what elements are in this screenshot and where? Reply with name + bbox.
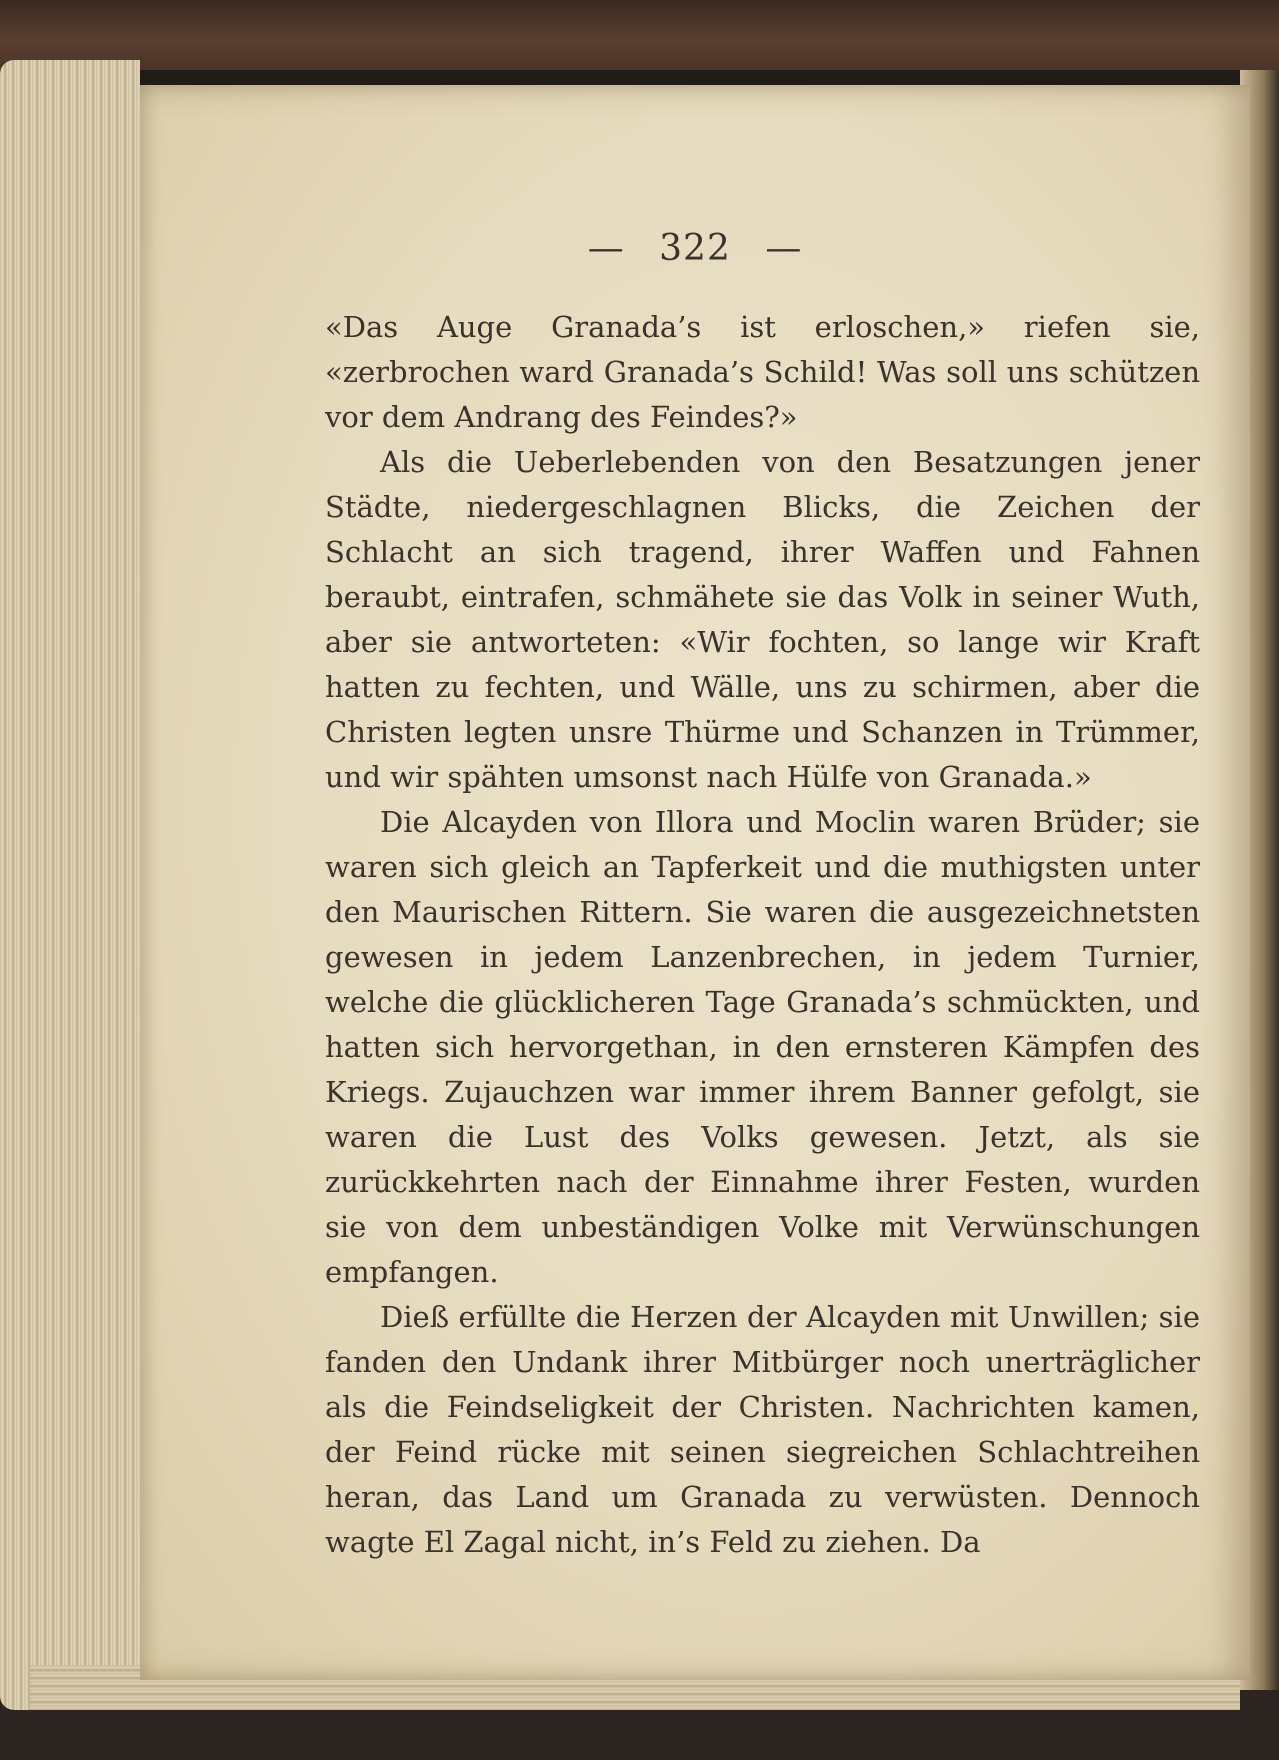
page-number: 322 [659,228,731,269]
paragraph: Dieß erfüllte die Herzen der Alcayden mit Unwillen; sie fanden den Undank ihrer Mitbürger noch unerträglicher als die Feindseligkeit der Christen. Nachrichten kamen, der Feind rücke mit seinen siegreichen Schlachtreihen heran, das Land um Granada zu verwüsten. Dennoch wagte El Zagal nicht, in’s Feld zu ziehen. Da [325,1300,1200,1559]
paragraph: Als die Ueberlebenden von den Besatzungen jener Städte, niedergeschlagnen Blicks, die Zeichen der Schlacht an sich tragend, ihrer Waffen und Fahnen beraubt, eintrafen, schmähete sie das Volk in seiner Wuth, aber sie antworteten: «Wir fochten, so lange wir Kraft hatten zu fechten, und Wälle, uns zu schirmen, aber die Christen legten unsre Thürme und Schanzen in Trümmer, und wir spähten umsonst nach Hülfe von Granada.» [325,445,1200,794]
header-dash-right: — [765,228,803,269]
paragraph: Die Alcayden von Illora und Moclin waren Brüder; sie waren sich gleich an Tapferkeit und die muthigsten unter den Maurischen Rittern. Sie waren die ausgezeichnetsten gewesen in jedem Lanzenbrechen, in jedem Turnier, welche die glücklicheren Tage Granada’s schmückten, und hatten sich hervorgethan, in den ernsteren Kämpfen des Kriegs. Zujauchzen war immer ihrem Banner gefolgt, sie waren die Lust des Volks gewesen. Jetzt, als sie zurückkehrten nach der Einnahme ihrer Festen, wurden sie von dem unbeständigen Volke mit Verwünschungen empfangen. [325,805,1200,1289]
page-header [140,228,1250,269]
paragraph: «Das Auge Granada’s ist erloschen,» riefen sie, «zerbrochen ward Granada’s Schild! Was soll uns schützen vor dem Andrang des Feindes?» [325,310,1200,434]
book-cover-edge [0,0,1279,70]
body-text [325,305,1200,1565]
page-stack-left [0,60,140,1710]
header-dash-left: — [587,228,625,269]
